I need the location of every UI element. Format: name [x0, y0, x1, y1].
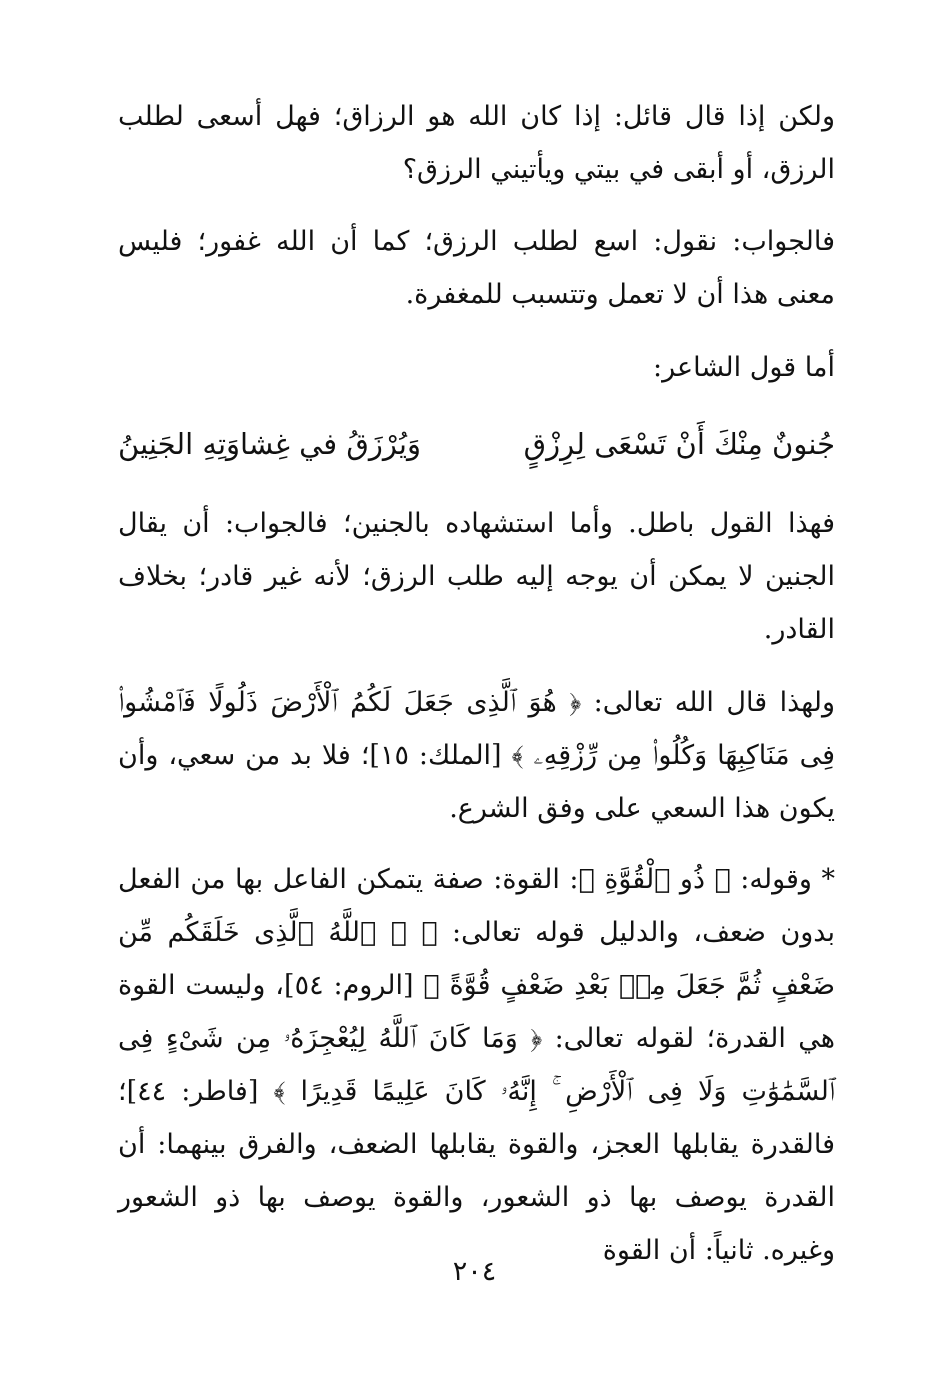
paragraph-question: ولكن إذا قال قائل: إذا كان الله هو الرزاق؛ فهل أسعى لطلب الرزق، أو أبقى في بيتي ويأتيني الرزق؟: [118, 101, 835, 185]
paragraph-poet-intro: أما قول الشاعر:: [653, 352, 835, 383]
quran-quote-rum: ﴿ ۞ ٱللَّهُ ٱلَّذِى خَلَقَكُم مِّن ضَعْفٍ ثُمَّ جَعَلَ مِنۢ بَعْدِ ضَعْفٍ قُوَّةً ﴾: [118, 917, 835, 1001]
paragraph-text: [الملك: ١٥]؛ فلا بد من سعي، وأن يكون هذا السعي على وفق الشرع.: [118, 740, 835, 824]
poetry-verse: [118, 414, 835, 474]
quran-quote-mulk: ﴿ هُوَ ٱلَّذِى جَعَلَ لَكُمُ ٱلْأَرْضَ ذَلُولًا فَٱمْشُوا۟ فِى مَنَاكِبِهَا وَكُلُوا۟ مِن رِّزْقِهِۦ ﴾: [118, 687, 836, 771]
paragraph-refutation: فهذا القول باطل. وأما استشهاده بالجنين؛ فالجواب: أن يقال الجنين لا يمكن أن يوجه إليه طلب الرزق؛ لأنه غير قادر؛ بخلاف القادر.: [118, 508, 835, 645]
paragraph-text: [فاطر: ٤٤]؛ فالقدرة يقابلها العجز، والقوة يقابلها الضعف، والفرق بينهما: أن القدرة يوصف بها ذو الشعور، والقوة يوصف بها ذو الشعور وغيره. ثانياً: أن القوة: [118, 1076, 835, 1266]
verse-second-hemistich: وَيُرْزَقُ في غِشاوَتِهِ الجَنِينُ: [118, 427, 421, 461]
paragraph-text: * وقوله:: [730, 864, 836, 895]
paragraph-answer: فالجواب: نقول: اسع لطلب الرزق؛ كما أن الله غفور؛ فليس معنى هذا أن لا تعمل وتتسبب للمغفرة.: [118, 226, 835, 310]
verse-first-hemistich: جُنونٌ مِنْكَ أَنْ تَسْعَى لِرِزْقٍ: [523, 427, 835, 461]
quran-quote-dhul-quwwa: ﴿ ذُو ٱلْقُوَّةِ ﴾: [578, 864, 731, 895]
paragraph-text: ولهذا قال الله تعالى:: [581, 687, 836, 718]
paragraph-strength: [118, 853, 835, 1277]
quran-quote-fatir: ﴿ وَمَا كَانَ ٱللَّهُ لِيُعْجِزَهُۥ مِن شَىْءٍ فِى ٱلسَّمَٰوَٰتِ وَلَا فِى ٱلْأَرْضِ ۚ إِنَّهُۥ كَانَ عَلِيمًا قَدِيرًا ﴾: [118, 1023, 835, 1107]
page-number: ٢٠٤: [452, 1256, 497, 1287]
paragraph-text: : القوة: صفة يتمكن الفاعل بها من الفعل بدون ضعف، والدليل قوله تعالى:: [118, 864, 835, 948]
paragraph-quran-evidence: [118, 676, 835, 835]
paragraph-text: [الروم: ٥٤]، وليست القوة هي القدرة؛ لقوله تعالى:: [118, 970, 836, 1054]
